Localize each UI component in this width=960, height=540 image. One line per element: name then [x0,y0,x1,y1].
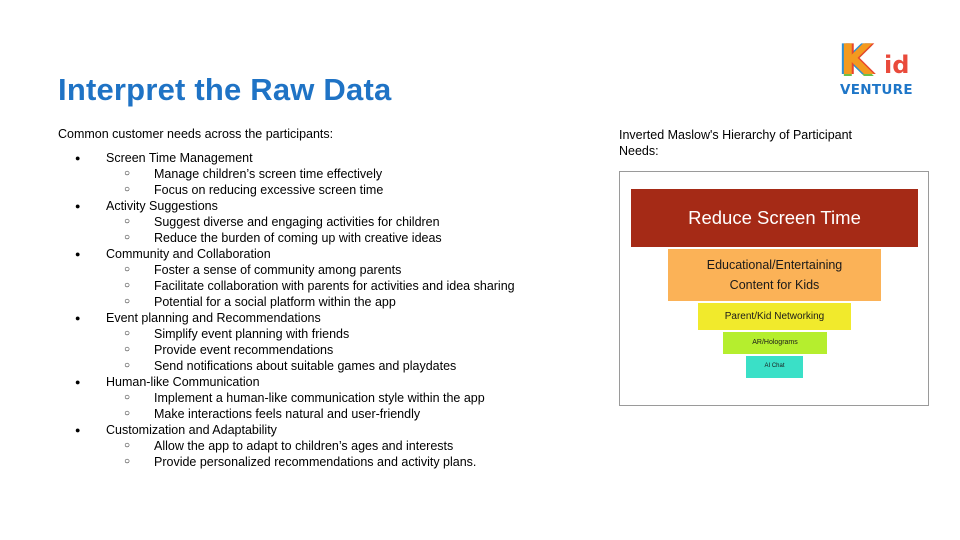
need-subitem: ○ Make interactions feels natural and user-friendly [58,406,515,422]
need-item: ● Human-like Communication [58,374,515,390]
pyramid-tier-4: AR/Holograms [723,332,827,354]
need-subitem: ○ Send notifications about suitable games and playdates [58,358,515,374]
intro-text: Common customer needs across the participants: [58,127,334,141]
need-subitem: ○ Foster a sense of community among parents [58,262,515,278]
need-subitem: ○ Suggest diverse and engaging activities for children [58,214,515,230]
need-item: ● Community and Collaboration [58,246,515,262]
need-subitem: ○ Provide personalized recommendations and activity plans. [58,454,515,470]
need-subitem: ○ Potential for a social platform within the app [58,294,515,310]
need-item: ● Screen Time Management [58,150,515,166]
pyramid-tier-1: Reduce Screen Time [631,189,918,247]
need-subitem: ○ Implement a human-like communication style within the app [58,390,515,406]
need-subitem: ○ Reduce the burden of coming up with creative ideas [58,230,515,246]
kidventure-logo [834,36,924,102]
pyramid-tier-3: Parent/Kid Networking [698,303,851,330]
logo-letters-id: id [884,51,910,79]
slide-title: Interpret the Raw Data [58,72,392,107]
need-subitem: ○ Focus on reducing excessive screen time [58,182,515,198]
logo-wordmark: VENTURE [840,82,913,98]
inverted-pyramid-chart [619,171,929,406]
need-item: ● Customization and Adaptability [58,422,515,438]
logo-letter-k: K [840,35,873,84]
need-item: ● Activity Suggestions [58,198,515,214]
pyramid-caption: Inverted Maslow's Hierarchy of Participant Needs: [619,128,853,158]
needs-list [58,150,515,470]
pyramid-tier-2: Educational/Entertaining Content for Kids [668,249,881,301]
need-subitem: ○ Simplify event planning with friends [58,326,515,342]
need-item: ● Event planning and Recommendations [58,310,515,326]
need-subitem: ○ Allow the app to adapt to children’s ages and interests [58,438,515,454]
need-subitem: ○ Facilitate collaboration with parents for activities and idea sharing [58,278,515,294]
need-subitem: ○ Provide event recommendations [58,342,515,358]
pyramid-tier-5: AI Chat [746,356,803,378]
need-subitem: ○ Manage children’s screen time effectively [58,166,515,182]
